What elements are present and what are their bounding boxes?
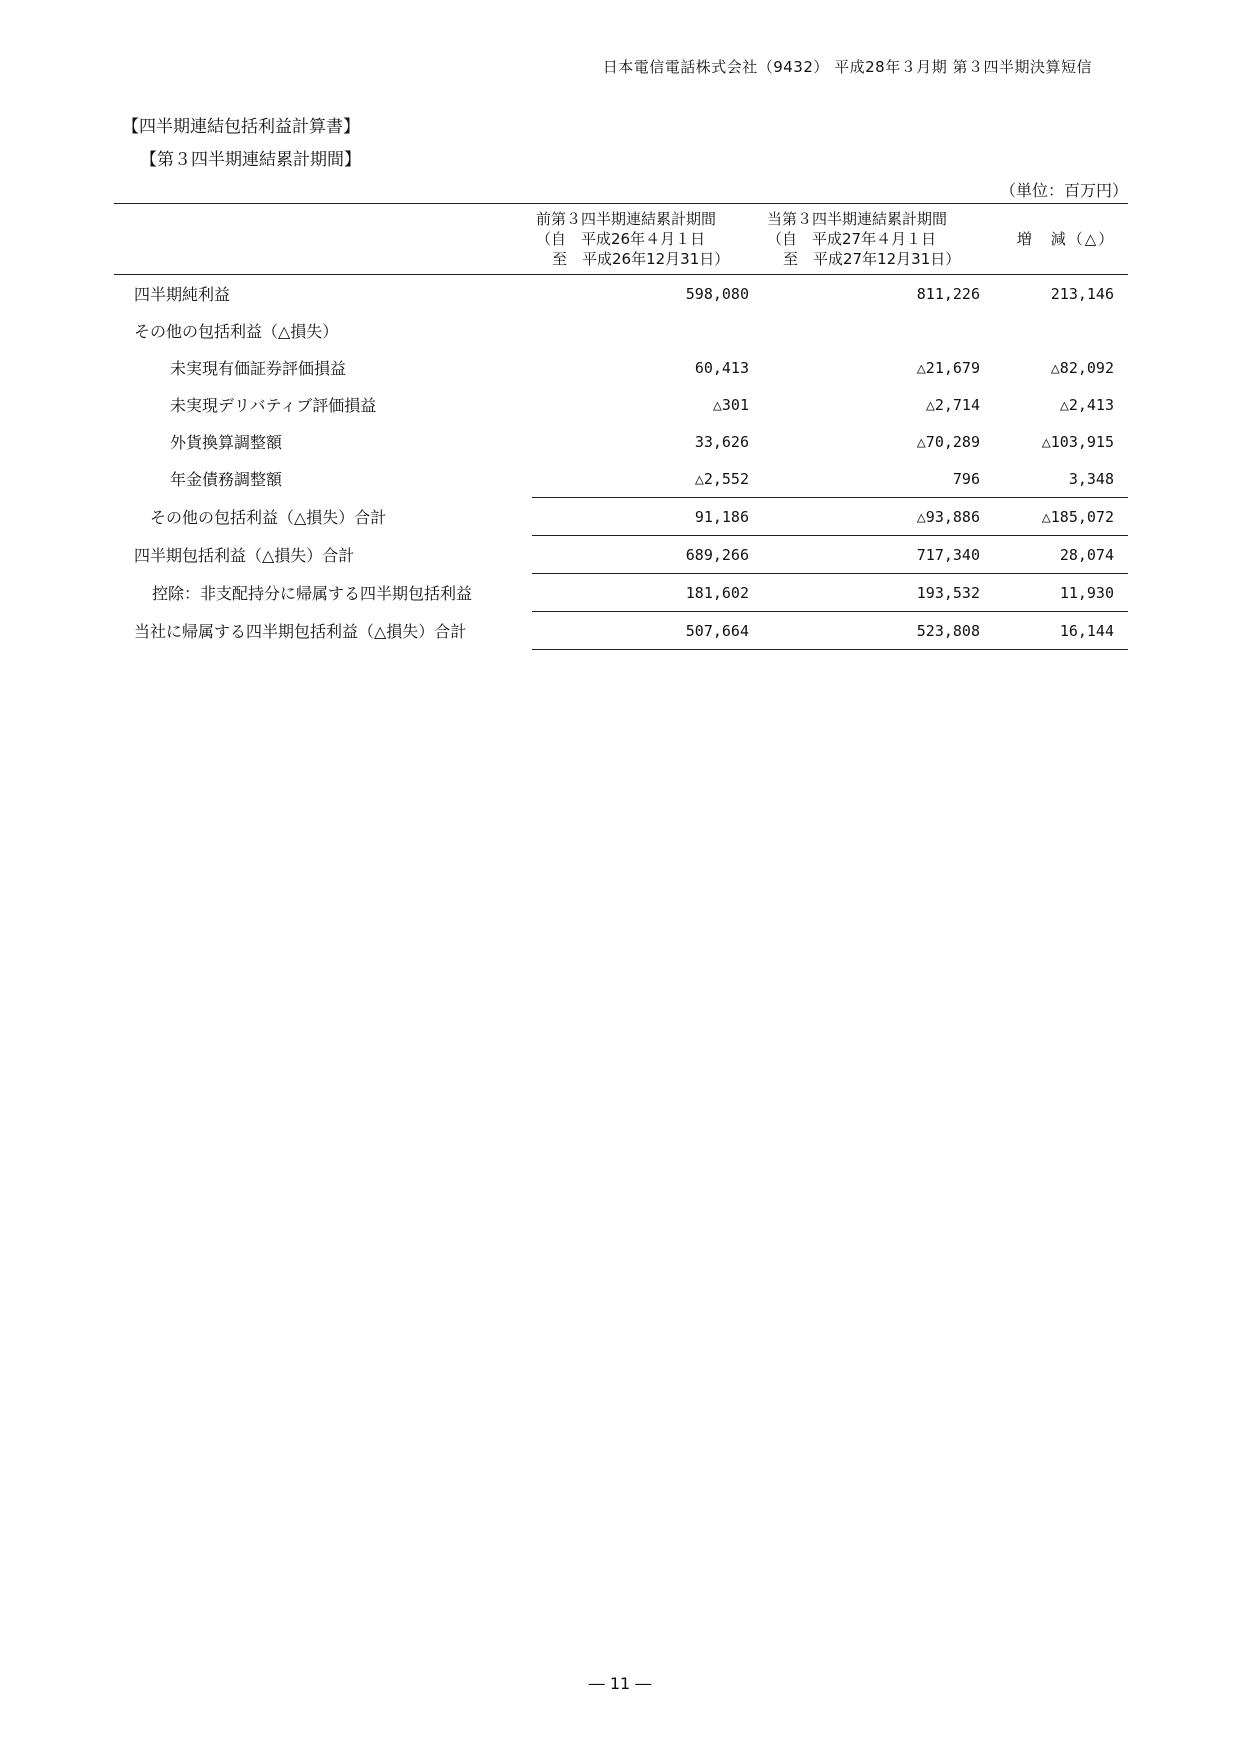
row-diff-value: 11,930: [994, 574, 1128, 612]
header-prev-period: [532, 204, 763, 275]
row-diff-value: 16,144: [994, 612, 1128, 650]
table-row: [114, 423, 1128, 460]
row-prev-value: △301: [712, 395, 749, 414]
prev-period-title: 前第３四半期連結累計期間: [536, 210, 717, 228]
table-row: [114, 574, 1128, 612]
table-row: [114, 349, 1128, 386]
prev-period-to: 至 平成26年12月31日）: [552, 250, 730, 268]
table-row: [114, 460, 1128, 498]
row-diff-value: [994, 312, 1128, 349]
table-row: [114, 275, 1128, 313]
subsection-title: 【第３四半期連結累計期間】: [140, 150, 361, 170]
page-number: ― 11 ―: [588, 1674, 652, 1693]
header-curr-period: [763, 204, 994, 275]
row-prev-value: 60,413: [694, 358, 749, 377]
section-title: 【四半期連結包括利益計算書】: [122, 117, 360, 137]
row-label: 当社に帰属する四半期包括利益（△損失）合計: [134, 622, 467, 641]
page-header: 日本電信電話株式会社（9432） 平成28年３月期 第３四半期決算短信: [602, 58, 1092, 76]
prev-period-from: （自 平成26年４月１日: [536, 230, 706, 248]
row-diff-value: 3,348: [1068, 469, 1114, 488]
row-label: 四半期包括利益（△損失）合計: [134, 546, 355, 565]
row-label: 外貨換算調整額: [170, 433, 283, 452]
row-curr-value: 523,808: [763, 612, 994, 650]
row-label: 未実現有価証券評価損益: [170, 359, 347, 378]
row-curr-value: [763, 312, 994, 349]
row-diff-value: 213,146: [1050, 284, 1114, 303]
row-curr-value: △93,886: [763, 498, 994, 536]
row-prev-value: △2,552: [694, 469, 749, 488]
row-curr-value: 796: [952, 469, 980, 488]
row-diff-value: △82,092: [1050, 358, 1114, 377]
table-header-row: [114, 204, 1128, 275]
table-row: [114, 498, 1128, 536]
header-label-cell: [114, 204, 532, 275]
row-prev-value: 33,626: [694, 432, 749, 451]
row-curr-value: △2,714: [925, 395, 980, 414]
row-prev-value: 507,664: [532, 612, 763, 650]
curr-period-title: 当第３四半期連結累計期間: [767, 210, 948, 228]
row-diff-value: △2,413: [1059, 395, 1114, 414]
table-row: [114, 386, 1128, 423]
row-curr-value: 811,226: [916, 284, 980, 303]
row-diff-value: 28,074: [994, 536, 1128, 574]
table-row: [114, 536, 1128, 574]
row-label: 四半期純利益: [134, 285, 231, 304]
row-label: その他の包括利益（△損失）: [134, 322, 339, 341]
row-curr-value: 717,340: [763, 536, 994, 574]
curr-period-to: 至 平成27年12月31日）: [783, 250, 961, 268]
unit-label: （単位：百万円）: [999, 181, 1128, 200]
row-prev-value: 689,266: [532, 536, 763, 574]
row-curr-value: 193,532: [763, 574, 994, 612]
comprehensive-income-table: [114, 203, 1128, 650]
table-row: [114, 612, 1128, 650]
row-curr-value: △70,289: [916, 432, 980, 451]
row-prev-value: 181,602: [532, 574, 763, 612]
table-row: [114, 312, 1128, 349]
row-diff-value: △103,915: [1041, 432, 1114, 451]
curr-period-from: （自 平成27年４月１日: [767, 230, 937, 248]
row-diff-value: △185,072: [994, 498, 1128, 536]
row-curr-value: △21,679: [916, 358, 980, 377]
row-prev-value: 598,080: [685, 284, 749, 303]
row-label: その他の包括利益（△損失）合計: [150, 508, 387, 527]
row-label: 未実現デリバティブ評価損益: [170, 396, 377, 415]
row-label: 年金債務調整額: [170, 470, 283, 490]
row-prev-value: [532, 312, 763, 349]
header-diff: 増 減（△）: [994, 204, 1128, 275]
row-label: 控除：非支配持分に帰属する四半期包括利益: [152, 584, 473, 603]
row-prev-value: 91,186: [532, 498, 763, 536]
